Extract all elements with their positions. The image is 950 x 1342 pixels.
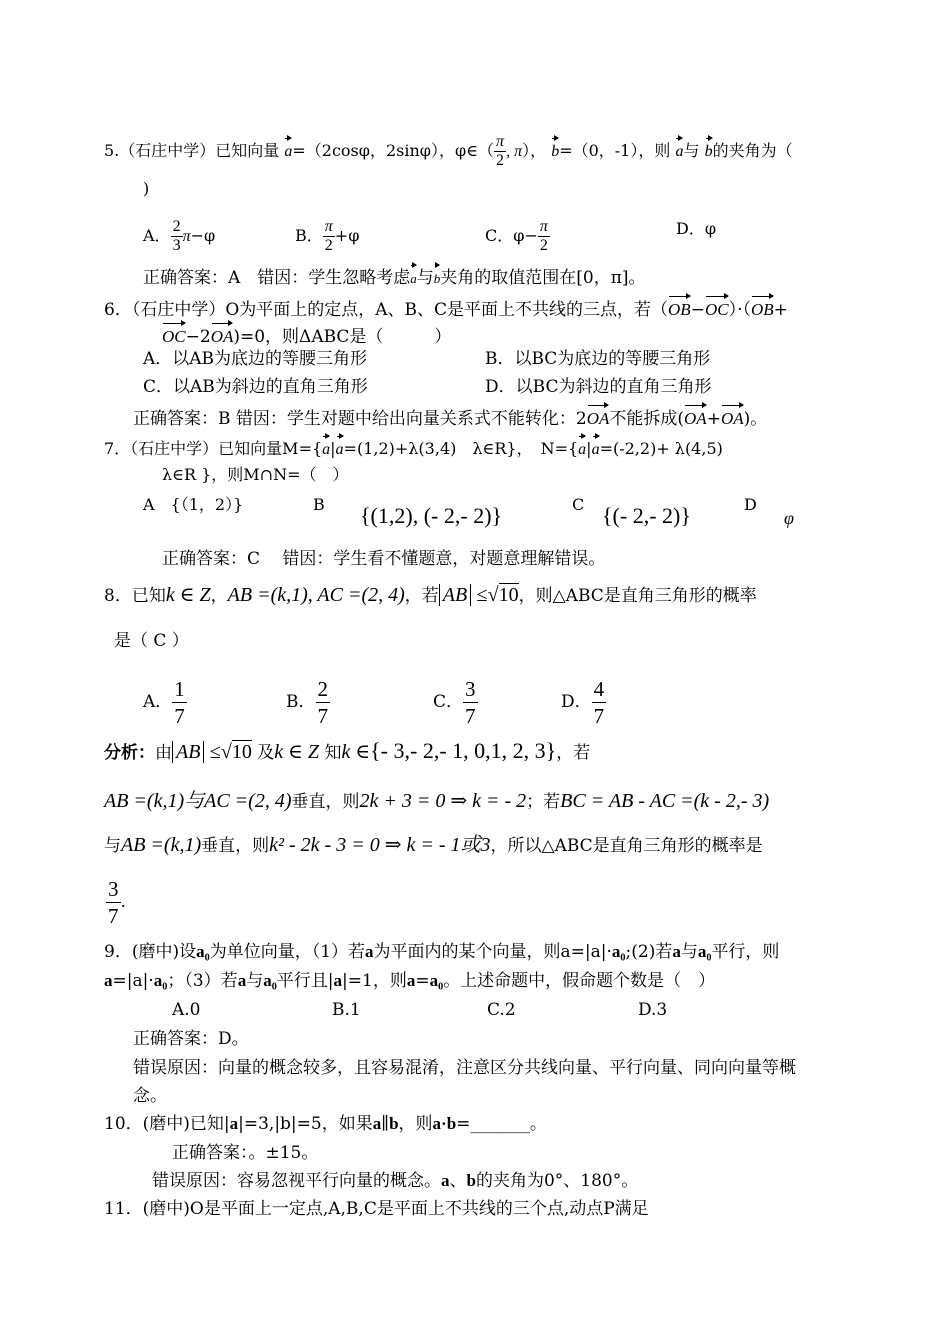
q9-line1: 9．(磨中)设a₀为单位向量，（1）若a为平面内的某个向量，则a=|a|·a₀;(2)若a与a₀平行，则 xyxy=(104,942,780,962)
q6-option-a: A．以AB为底边的等腰三角形 xyxy=(143,349,368,369)
vector-OC: OC xyxy=(162,320,186,348)
q7-set-b: {(1,2), (- 2,- 2)} xyxy=(360,503,503,528)
q9-line2: a=|a|·a₀；（3）若a与a₀平行且|a|=1，则a=a₀。上述命题中，假命题个数是（ ） xyxy=(104,971,716,991)
fraction-pi-over-2: $\frac{\pi}{2}$ xyxy=(324,218,333,254)
vector-a: a xyxy=(322,433,330,461)
vector-OB: OB xyxy=(751,293,774,321)
fraction-1-over-7: $\frac{1}{7}$ xyxy=(174,677,185,728)
q6-line1: 6．（石庄中学）O为平面上的定点，A、B、C是平面上不共线的三点，若（OB−OC）·（OB+ xyxy=(104,293,788,321)
fraction-pi-over-2: $\frac{\pi}{2}$ xyxy=(496,133,505,169)
q9-option-b: B.1 xyxy=(332,1000,361,1020)
q8-option-c: C． $\frac{3}{7}$ xyxy=(433,677,476,728)
q9-option-c: C.2 xyxy=(487,1000,516,1020)
vector-OB: OB xyxy=(668,293,691,321)
vector-OA: OA xyxy=(684,402,707,430)
q11-line1: 11．(磨中)O是平面上一定点,A,B,C是平面上不共线的三个点,动点P满足 xyxy=(104,1199,649,1219)
q6-option-d: D．以BC为斜边的直角三角形 xyxy=(485,377,712,397)
q7-option-d: D xyxy=(744,495,757,514)
q5-answer: 正确答案：A 错因：学生忽略考虑a与b夹角的取值范围在[0，π]。 xyxy=(143,262,646,290)
q8-option-d: D． $\frac{4}{7}$ xyxy=(561,677,605,728)
q5-option-b: B． $\frac{\pi}{2}$ +φ xyxy=(295,218,360,254)
vector-b: b xyxy=(705,135,713,163)
fraction-2-over-3: $\frac{2}{3}$ xyxy=(172,218,181,254)
q9-error-reason: 错误原因：向量的概念较多，且容易混淆，注意区分共线向量、平行向量、同向向量等概 xyxy=(133,1058,796,1078)
vector-a: a xyxy=(675,135,683,163)
vector-a: a xyxy=(410,262,417,290)
q9-error-reason-cont: 念。 xyxy=(133,1086,167,1106)
fraction-2-over-7: $\frac{2}{7}$ xyxy=(317,677,328,728)
q7-option-c: C xyxy=(572,495,585,514)
q9-answer: 正确答案：D。 xyxy=(133,1029,249,1049)
q8-line1: 8．已知k ∈ Z，AB =(k,1), AC =(2, 4)，若 AB ≤√10，则△ABC是直角三角形的概率 xyxy=(104,584,757,606)
vector-b: b xyxy=(551,135,559,163)
vector-OA: OA xyxy=(587,402,610,430)
vector-OA: OA xyxy=(211,320,234,348)
q8-line2: 是（ C ） xyxy=(114,631,189,651)
q6-line2: OC−2OA)=0，则ΔABC是（ ） xyxy=(162,320,451,348)
q10-line1: 10．(磨中)已知|a|=3,|b|=5，如果a∥b，则a·b=_______。 xyxy=(104,1114,547,1134)
vector-OA: OA xyxy=(721,402,744,430)
vector-a: a xyxy=(336,433,344,461)
q8-option-a: A． $\frac{1}{7}$ xyxy=(143,677,185,728)
fraction-pi-over-2: $\frac{\pi}{2}$ xyxy=(539,218,548,254)
vector-b: b xyxy=(434,262,441,290)
q5-option-a: A． $\frac{2}{3}$ π−φ xyxy=(143,218,216,254)
q6-option-b: B．以BC为底边的等腰三角形 xyxy=(485,349,711,369)
q6-answer: 正确答案：B 错因：学生对题中给出向量关系式不能转化：2OA不能拆成(OA+OA)。 xyxy=(133,402,767,430)
empty-set-symbol: φ xyxy=(784,508,794,528)
q5-line1: 5.（石庄中学）已知向量 a=（2cosφ，2sinφ），φ∈（ $\frac{\pi}{2}$ , π）， b=（0，-1），则 a与 b的夹角为（ xyxy=(104,133,793,169)
q6-option-c: C．以AB为斜边的直角三角形 xyxy=(143,377,368,397)
fraction-3-over-7: $\frac{3}{7}$ xyxy=(465,677,476,728)
vector-a: a xyxy=(284,135,292,163)
q9-option-a: A.0 xyxy=(172,1000,201,1020)
q7-option-a: A {（1，2）} xyxy=(143,495,244,514)
q8-analysis-line3: 与AB =(k,1)垂直，则k² - 2k - 3 = 0 ⇒ k = - 1或3，所以△ABC是直角三角形的概率是 xyxy=(104,834,763,856)
q7-line1: 7．（石庄中学）已知向量M={a|a=(1,2)+λ(3,4) λ∈R}， N={a|a=(-2,2)+ λ(4,5) xyxy=(104,433,723,461)
fraction-4-over-7: $\frac{4}{7}$ xyxy=(593,677,605,728)
q8-analysis-line1: 分析：由 AB ≤√10 及k ∈ Z 知k ∈{- 3,- 2,- 1, 0,1, 2, 3}，若 xyxy=(104,738,591,763)
q9-option-d: D.3 xyxy=(638,1000,668,1020)
q8-analysis-line4: $\frac{3}{7}$ . xyxy=(108,877,126,928)
fraction-3-over-7: $\frac{3}{7}$ xyxy=(108,877,119,928)
q7-set-c: {(- 2,- 2)} xyxy=(602,503,691,528)
q8-option-b: B． $\frac{2}{7}$ xyxy=(286,677,328,728)
q10-answer: 正确答案：。±15。 xyxy=(172,1143,319,1163)
q5-option-d: D．φ xyxy=(676,219,717,238)
vector-a: a xyxy=(578,433,586,461)
q10-error-reason: 错误原因：容易忽视平行向量的概念。a、b的夹角为0°、180°。 xyxy=(152,1171,639,1191)
q5-option-c: C．φ− $\frac{\pi}{2}$ xyxy=(485,218,548,254)
vector-a: a xyxy=(592,433,600,461)
vector-OC: OC xyxy=(705,293,729,321)
q7-answer: 正确答案：C 错因：学生看不懂题意，对题意理解错误。 xyxy=(162,549,606,569)
q7-line2: λ∈R }，则M∩N=（ ） xyxy=(162,465,349,484)
q5-line2: ) xyxy=(143,179,150,198)
q8-analysis-line2: AB =(k,1)与AC =(2, 4)垂直，则2k + 3 = 0 ⇒ k = - 2；若BC = AB - AC =(k - 2,- 3) xyxy=(104,790,770,812)
q7-option-b: B xyxy=(313,495,325,514)
